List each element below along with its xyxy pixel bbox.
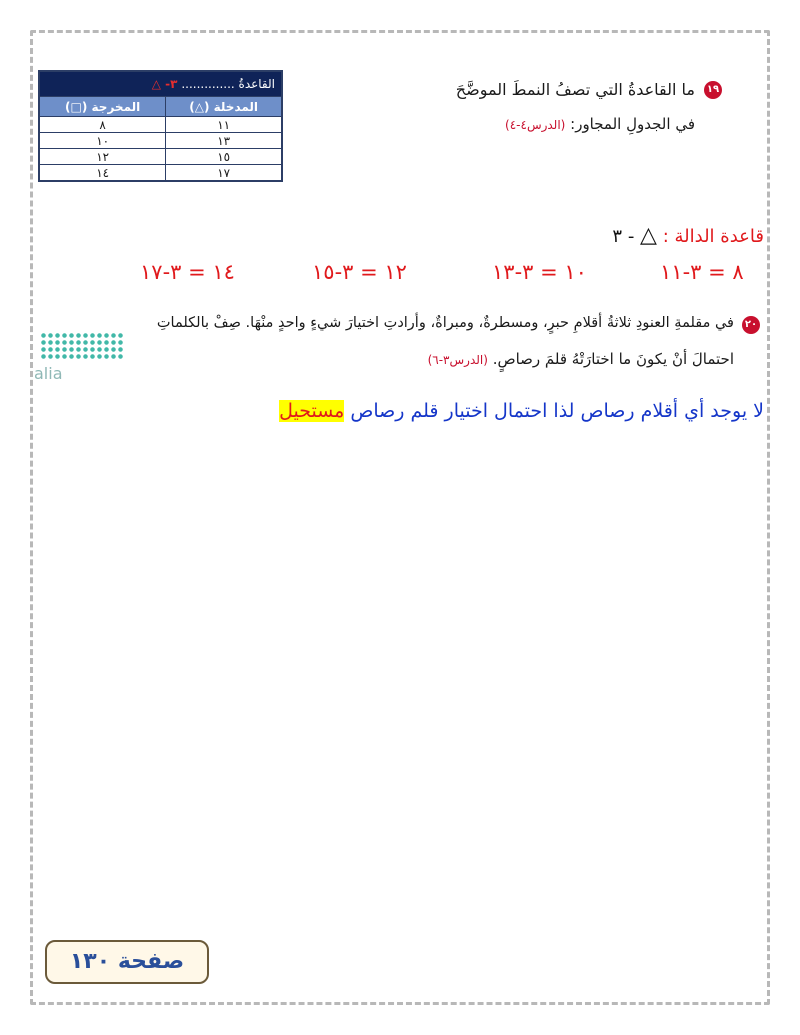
table-title-label: القاعدةُ .............. bbox=[181, 77, 275, 91]
table-title bbox=[39, 71, 282, 97]
calculation: ١٤ = ٣-١٧ bbox=[140, 260, 235, 284]
answer-highlight: مستحيل bbox=[279, 400, 345, 422]
answer-body: لا يوجد أي أقلام رصاص لذا احتمال اختيار قلم رصاص bbox=[350, 400, 764, 422]
question-19-lesson: (الدرس٤-٤) bbox=[505, 118, 566, 132]
calculation: ٨ = ٣-١١ bbox=[660, 260, 744, 284]
question-19-line2 bbox=[505, 115, 695, 133]
question-20-text: احتمالَ أنْ يكونَ ما اختارَتْهُ قلمَ رصاصٍ. bbox=[492, 350, 734, 368]
cell-output: ٨ bbox=[39, 117, 166, 133]
rule-prefix: قاعدة الدالة : bbox=[662, 226, 764, 247]
logo-dots-icon bbox=[40, 332, 124, 360]
watermark-logo bbox=[34, 328, 124, 386]
cell-input: ١٧ bbox=[166, 165, 282, 182]
table-row bbox=[39, 117, 282, 133]
table-row bbox=[39, 149, 282, 165]
cell-output: ١٠ bbox=[39, 133, 166, 149]
question-20-line2 bbox=[428, 350, 734, 368]
header-input: المدخلة (△) bbox=[166, 97, 282, 117]
function-table bbox=[38, 70, 283, 182]
table-rule-answer: ٣- △ bbox=[151, 77, 178, 91]
page-number-badge: صفحة ١٣٠ bbox=[45, 940, 209, 984]
question-20-number: ٢٠ bbox=[742, 316, 760, 334]
cell-input: ١١ bbox=[166, 117, 282, 133]
table-row bbox=[39, 165, 282, 182]
logo-text: alia bbox=[34, 364, 63, 383]
cell-input: ١٣ bbox=[166, 133, 282, 149]
header-output: المخرجة (□) bbox=[39, 97, 166, 117]
question-19-line1: ما القاعدةُ التي تصفُ النمطَ الموضَّحَ bbox=[455, 80, 695, 99]
cell-output: ١٤ bbox=[39, 165, 166, 182]
question-20-lesson: (الدرس٣-٦) bbox=[427, 353, 488, 367]
question-20-line1: في مقلمةِ العنودِ ثلاثةُ أقلامِ حبرٍ، ومسطرةٌ، ومبراةٌ، وأرادتِ اختيارَ شيءٍ واحدٍ منْهَا. صِفْ بالكلماتِ bbox=[156, 315, 734, 331]
function-rule-answer bbox=[612, 223, 764, 248]
question-19-number: ١٩ bbox=[704, 81, 722, 99]
cell-input: ١٥ bbox=[166, 149, 282, 165]
cell-output: ١٢ bbox=[39, 149, 166, 165]
question-19-text: في الجدولِ المجاور: bbox=[570, 115, 695, 133]
triangle-icon: △ bbox=[640, 223, 657, 248]
table-row bbox=[39, 133, 282, 149]
answer-text bbox=[279, 400, 764, 422]
rule-suffix: - ٣ bbox=[612, 226, 635, 247]
calculation: ١٠ = ٣-١٣ bbox=[492, 260, 587, 284]
calculation: ١٢ = ٣-١٥ bbox=[312, 260, 407, 284]
